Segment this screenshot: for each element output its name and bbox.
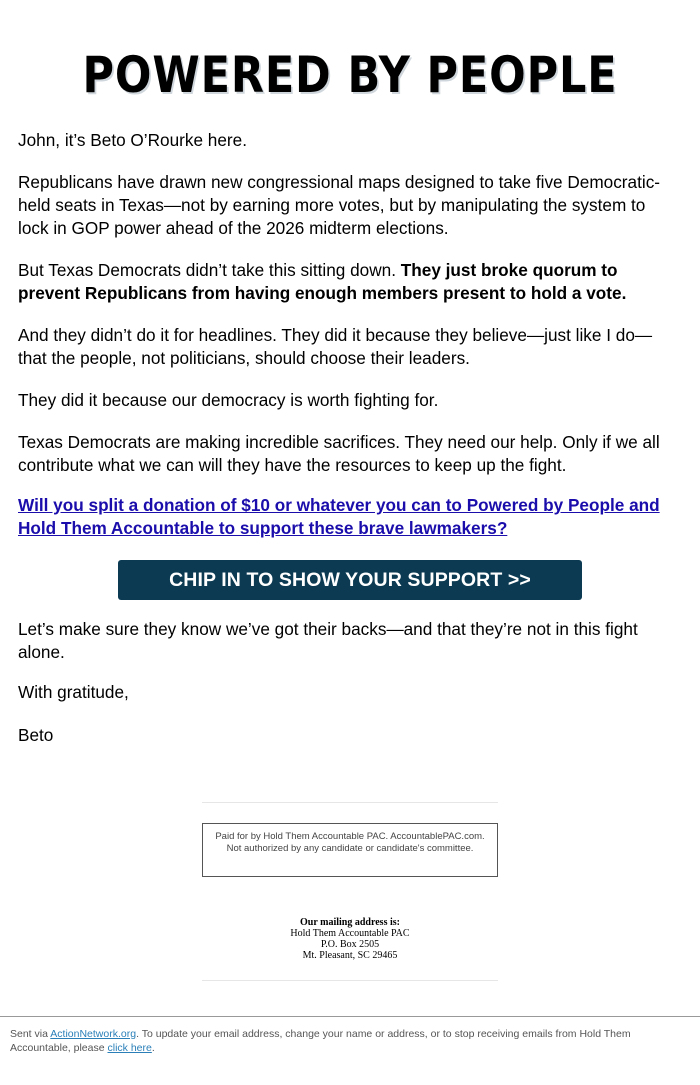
paragraph-democracy-text: They did it because our democracy is worth fighting for. [18,390,439,410]
signature-text: Beto [18,725,54,745]
actionnetwork-link[interactable]: ActionNetwork.org [50,1028,137,1040]
email-footer [0,1016,700,1085]
brand-logo [0,46,700,104]
mailing-heading: Our mailing address is: [300,917,400,928]
mailing-line-1: Hold Them Accountable PAC [290,928,410,939]
paragraph-backs [18,618,678,664]
paragraph-headlines-text: And they didn’t do it for headlines. They did it because they believe—just like I do—that the people, not politicians, should choose their leaders. [18,325,653,368]
paragraph-quorum [18,259,678,305]
footer-end: . [151,1042,155,1054]
greeting-text: John, it’s Beto O’Rourke here. [18,130,247,150]
paragraph-democracy [18,389,678,412]
signature [18,724,678,747]
mailing-address [0,917,700,961]
signoff [18,681,678,704]
footer-middle-text: . To update your email address, change your name or address, or to stop receiving emails from Hold Them Accountable, please [10,1028,631,1054]
greeting-paragraph [18,129,678,152]
chip-in-button[interactable]: CHIP IN TO SHOW YOUR SUPPORT >> [118,560,582,600]
paragraph-maps [18,171,678,240]
paragraph-headlines [18,324,678,370]
paragraph-quorum-text: But Texas Democrats didn’t take this sitting down. [18,260,401,280]
paid-for-disclaimer [202,823,498,877]
paragraph-quorum-bold: They just broke quorum to prevent Republicans from having enough members present to hold a vote. [18,260,627,303]
logo-text: POWERED BY PEOPLE [82,46,618,104]
unsubscribe-link[interactable]: click here [107,1042,152,1054]
mailing-line-2: P.O. Box 2505 [320,939,380,950]
donation-ask-link[interactable]: Will you split a donation of $10 or whatever you can to Powered by People and Hold Them Accountable to support these brave lawmakers? [18,495,660,538]
footer-sent-via: Sent via [10,1028,51,1040]
paragraph-backs-text: Let’s make sure they know we’ve got their backs—and that they’re not in this fight alone. [18,619,638,662]
paragraph-maps-text: Republicans have drawn new congressional maps designed to take five Democratic-held seats in Texas—not by earning more votes, but by manipulating the system to lock in GOP power ahead of the 2026 midterm elections. [18,172,661,238]
donation-ask [18,494,678,540]
signoff-text: With gratitude, [18,682,129,702]
divider-top [202,802,498,803]
divider-bottom [202,980,498,981]
paragraph-sacrifices [18,431,678,477]
paid-for-text: Paid for by Hold Them Accountable PAC. AccountablePAC.com. Not authorized by any candidate or candidate's committee. [215,831,485,854]
mailing-line-3: Mt. Pleasant, SC 29465 [302,950,398,961]
paragraph-sacrifices-text: Texas Democrats are making incredible sacrifices. They need our help. Only if we all contribute what we can will they have the resources to keep up the fight. [18,432,660,475]
